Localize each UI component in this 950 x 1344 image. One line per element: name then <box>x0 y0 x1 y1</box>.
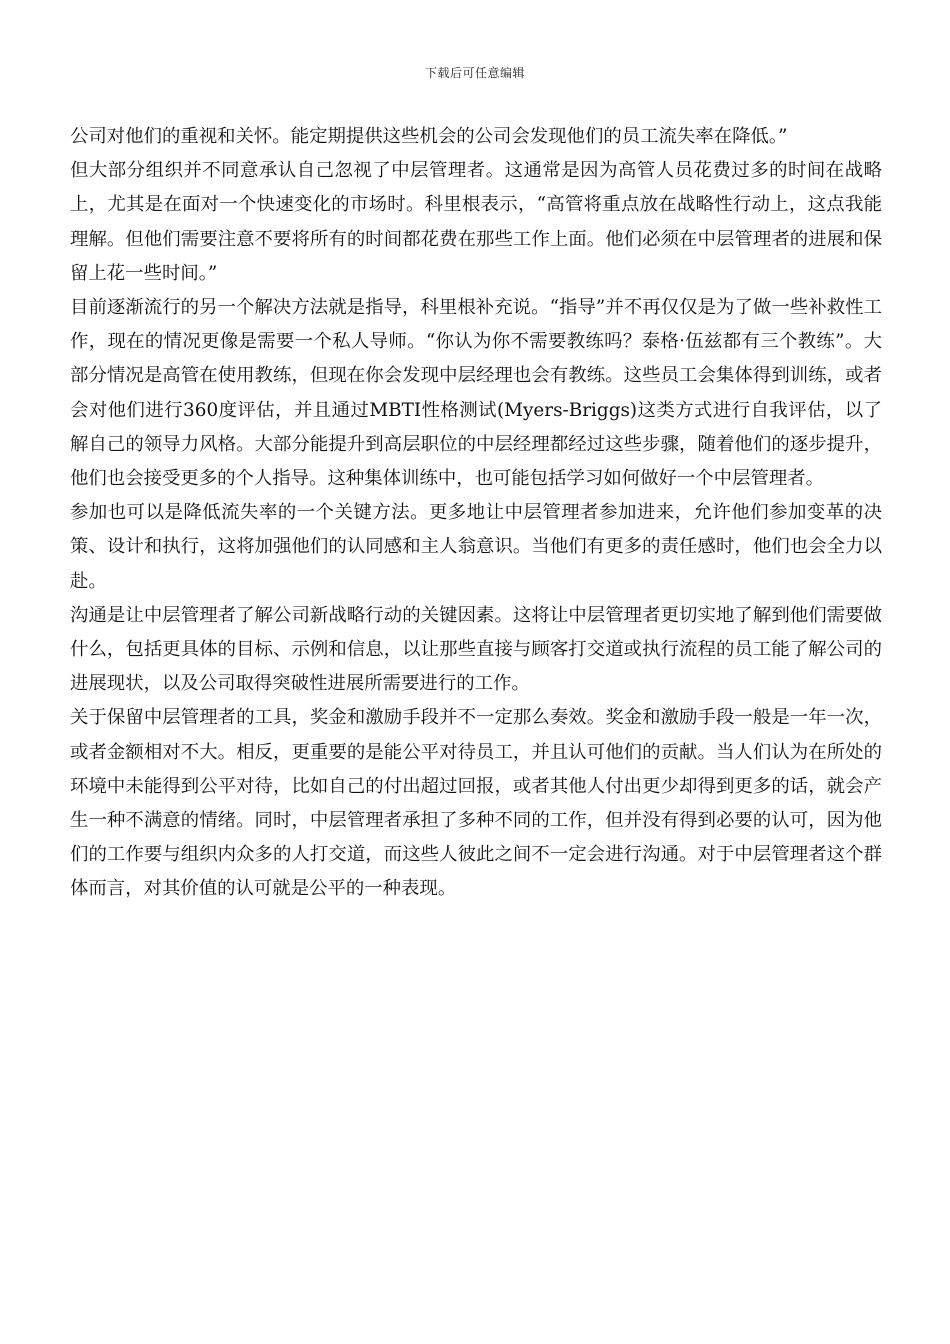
paragraph: 目前逐渐流行的另一个解决方法就是指导，科里根补充说。“指导”并不再仅仅是为了做一些补救性工作，现在的情况更像是需要一个私人导师。“你认为你不需要教练吗？泰格·伍兹都有三个教练”。大部分情况是高管在使用教练，但现在你会发现中层经理也会有教练。这些员工会集体得到训练，或者会对他们进行360度评估，并且通过MBTI性格测试(Myers-Briggs)这类方式进行自我评估，以了解自己的领导力风格。大部分能提升到高层职位的中层经理都经过这些步骤，随着他们的逐步提升，他们也会接受更多的个人指导。这种集体训练中，也可能包括学习如何做好一个中层管理者。 <box>70 297 882 490</box>
paragraph: 公司对他们的重视和关怀。能定期提供这些机会的公司会发现他们的员工流失率在降低。” <box>70 126 788 147</box>
paragraph: 但大部分组织并不同意承认自己忽视了中层管理者。这通常是因为高管人员花费过多的时间在战略上，尤其是在面对一个快速变化的市场时。科里根表示，“高管将重点放在战略性行动上，这点我能理解。但他们需要注意不要将所有的时间都花费在那些工作上面。他们必须在中层管理者的进展和保留上花一些时间。” <box>70 160 882 284</box>
paragraph: 参加也可以是降低流失率的一个关键方法。更多地让中层管理者参加进来，允许他们参加变革的决策、设计和执行，这将加强他们的认同感和主人翁意识。当他们有更多的责任感时，他们也会全力以赴。 <box>70 502 882 592</box>
paragraph: 沟通是让中层管理者了解公司新战略行动的关键因素。这将让中层管理者更切实地了解到他们需要做什么，包括更具体的目标、示例和信息，以让那些直接与顾客打交道或执行流程的员工能了解公司的进展现状，以及公司取得突破性进展所需要进行的工作。 <box>70 604 882 695</box>
paragraph: 关于保留中层管理者的工具，奖金和激励手段并不一定那么奏效。奖金和激励手段一般是一年一次，或者金额相对不大。相反，更重要的是能公平对待员工，并且认可他们的贡献。当人们认为在所处的环境中未能得到公平对待，比如自己的付出超过回报，或者其他人付出更少却得到更多的话，就会产生一种不满意的情绪。同时，中层管理者承担了多种不同的工作，但并没有得到必要的认可，因为他们的工作要与组织内众多的人打交道，而这些人彼此之间不一定会进行沟通。对于中层管理者这个群体而言，对其价值的认可就是公平的一种表现。 <box>70 707 882 900</box>
header-note: 下载后可任意编辑 <box>424 66 525 80</box>
document-body <box>70 120 882 907</box>
